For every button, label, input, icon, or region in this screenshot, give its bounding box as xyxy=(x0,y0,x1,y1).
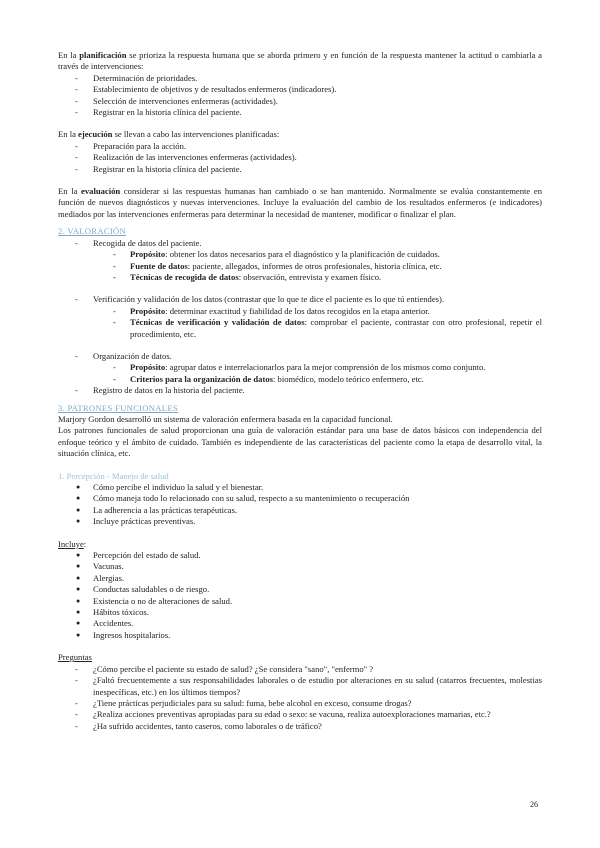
list-item: - Organización de datos. - Propósito: agrupar datos e interrelacionarlos para la mejor comprensión de los mismos como conjunto. - Criterios para la organización de datos: biomédico, modelo teórico enfermero, etc. xyxy=(58,351,542,385)
patrones-heading: 3. PATRONES FUNCIONALES xyxy=(58,402,178,413)
list-item: ● Accidentes. xyxy=(58,618,542,629)
ejecucion-list xyxy=(58,141,542,175)
list-item: ● Vacunas. xyxy=(58,561,542,572)
list-item: - ¿Ha sufrido accidentes, tanto caseros, como laborales o de tráfico? xyxy=(58,721,542,732)
list-item: ● La adherencia a las prácticas terapéuticas. xyxy=(58,505,542,516)
valoracion-heading: 2. VALORACIÓN xyxy=(58,226,127,237)
sub-item: - Propósito: agrupar datos e interrelacionarlos para la mejor comprensión de los mismos como conjunto. xyxy=(58,362,542,373)
ejecucion-term: ejecución xyxy=(78,129,113,140)
list-item: - ¿Faltó frecuentemente a sus responsabilidades laborales o de estudio por alteraciones en su salud (catarros frecuentes, molestias inespecíficas, etc.) en los últimos tiempos? xyxy=(58,675,542,698)
sub-item: - Técnicas de recogida de datos: observación, entrevista y examen físico. xyxy=(58,272,542,283)
valoracion-list xyxy=(58,238,542,284)
sub-item: - Propósito: obtener los datos necesarios para el diagnóstico y la planificación de cuidados. xyxy=(58,249,542,260)
list-item: - Registrar en la historia clínica del paciente. xyxy=(58,164,542,175)
patrones-intro-2: Los patrones funcionales de salud proporcionan una guía de valoración estándar para una base de datos básicos con independencia del enfoque teórico y el ámbito de cuidado. También es independiente de las características del paciente como la etapa de desarrollo vital, la situación clínica, etc. xyxy=(58,425,542,459)
document-body xyxy=(58,50,542,732)
planificacion-paragraph: En la planificación se prioriza la respuesta humana que se aborda primero y en función de la respuesta mantener la actitud o cambiarla a través de intervenciones: xyxy=(58,50,542,72)
list-item: - ¿Tiene prácticas perjudiciales para su salud: fuma, bebe alcohol en exceso, consume drogas? xyxy=(58,698,542,709)
list-item: - Selección de intervenciones enfermeras (actividades). xyxy=(58,96,542,107)
list-item: - Preparación para la acción. xyxy=(58,141,542,152)
sub-item: - Técnicas de verificación y validación de datos: comprobar el paciente, contrastar con otro profesional, repetir el procedimiento, etc. xyxy=(58,317,542,340)
list-item: - ¿Realiza acciones preventivas apropiadas para su edad o sexo: se vacuna, realiza autoexploraciones mamarias, etc.? xyxy=(58,709,542,720)
ejecucion-paragraph: En la ejecución se llevan a cabo las intervenciones planificadas: xyxy=(58,129,280,140)
list-item: - Establecimiento de objetivos y de resultados enfermeros (indicadores). xyxy=(58,84,542,95)
planificacion-list xyxy=(58,73,542,119)
evaluacion-term: evaluación xyxy=(81,186,121,197)
list-item: - Recogida de datos del paciente. - Propósito: obtener los datos necesarios para el diagnóstico y la planificación de cuidados. - Fuente de datos: paciente, allegados, informes de otros profesionales, historia clínica, etc. - Técnicas de recogida de datos: observación, entrevista y examen físico. xyxy=(58,238,542,284)
patrones-intro: Marjory Gordon desarrolló un sistema de valoración enfermera basada en la capacidad funcional. xyxy=(58,413,393,424)
list-item: ● Conductas saludables o de riesgo. xyxy=(58,584,542,595)
incluye-list xyxy=(58,550,542,641)
list-item: ● Cómo maneja todo lo relacionado con su salud, respecto a su mantenimiento o recuperación xyxy=(58,493,542,504)
list-item: ● Ingresos hospitalarios. xyxy=(58,630,542,641)
incluye-label: Incluye: xyxy=(58,538,87,549)
percepcion-subheading: 1. Percepción - Manejo de salud xyxy=(58,470,169,481)
list-item: ● Hábitos tóxicos. xyxy=(58,607,542,618)
list-item: ● Cómo percibe el individuo la salud y el bienestar. xyxy=(58,482,542,493)
list-item: - Realización de las intervenciones enfermeras (actividades). xyxy=(58,152,542,163)
percepcion-bullets xyxy=(58,482,542,528)
list-item: - Registro de datos en la historia del paciente. xyxy=(58,385,542,396)
list-item: ● Percepción del estado de salud. xyxy=(58,550,542,561)
list-item: - Determinación de prioridades. xyxy=(58,73,542,84)
sub-item: - Fuente de datos: paciente, allegados, informes de otros profesionales, historia clínica, etc. xyxy=(58,261,542,272)
list-item: - Registrar en la historia clínica del paciente. xyxy=(58,107,542,118)
list-item: ● Alergias. xyxy=(58,573,542,584)
sub-item: - Criterios para la organización de datos: biomédico, modelo teórico enfermero, etc. xyxy=(58,374,542,385)
page-number: 26 xyxy=(530,800,538,809)
preguntas-label: Preguntas xyxy=(58,652,92,663)
evaluacion-paragraph: En la evaluación considerar si las respuestas humanas han cambiado o se han mantenido. Normalmente se evalúa constantemente en función de nuevos diagnósticos y nuevas intervenciones. Incluye la evaluación del cambio de los resultados enfermeros (e indicadores) mediados por las intervenciones enfermeras para determinar la necesidad de mantener, modificar o finalizar el plan. xyxy=(58,186,542,219)
preguntas-list xyxy=(58,664,542,732)
list-item: - Verificación y validación de los datos (contrastar que lo que te dice el paciente es lo que tú entiendes). - Propósito: determinar exactitud y fiabilidad de los datos recogidos en la etapa anterior. - Técnicas de verificación y validación de datos: comprobar el paciente, contrastar con otro profesional, repetir el procedimiento, etc. xyxy=(58,294,542,340)
list-item: ● Incluye prácticas preventivas. xyxy=(58,516,542,527)
list-item: ● Existencia o no de alteraciones de salud. xyxy=(58,596,542,607)
list-item: - ¿Cómo percibe el paciente su estado de salud? ¿Se considera "sano", "enfermo" ? xyxy=(58,664,542,675)
planificacion-term: planificación xyxy=(79,50,127,60)
sub-item: - Propósito: determinar exactitud y fiabilidad de los datos recogidos en la etapa anterior. xyxy=(58,306,542,317)
